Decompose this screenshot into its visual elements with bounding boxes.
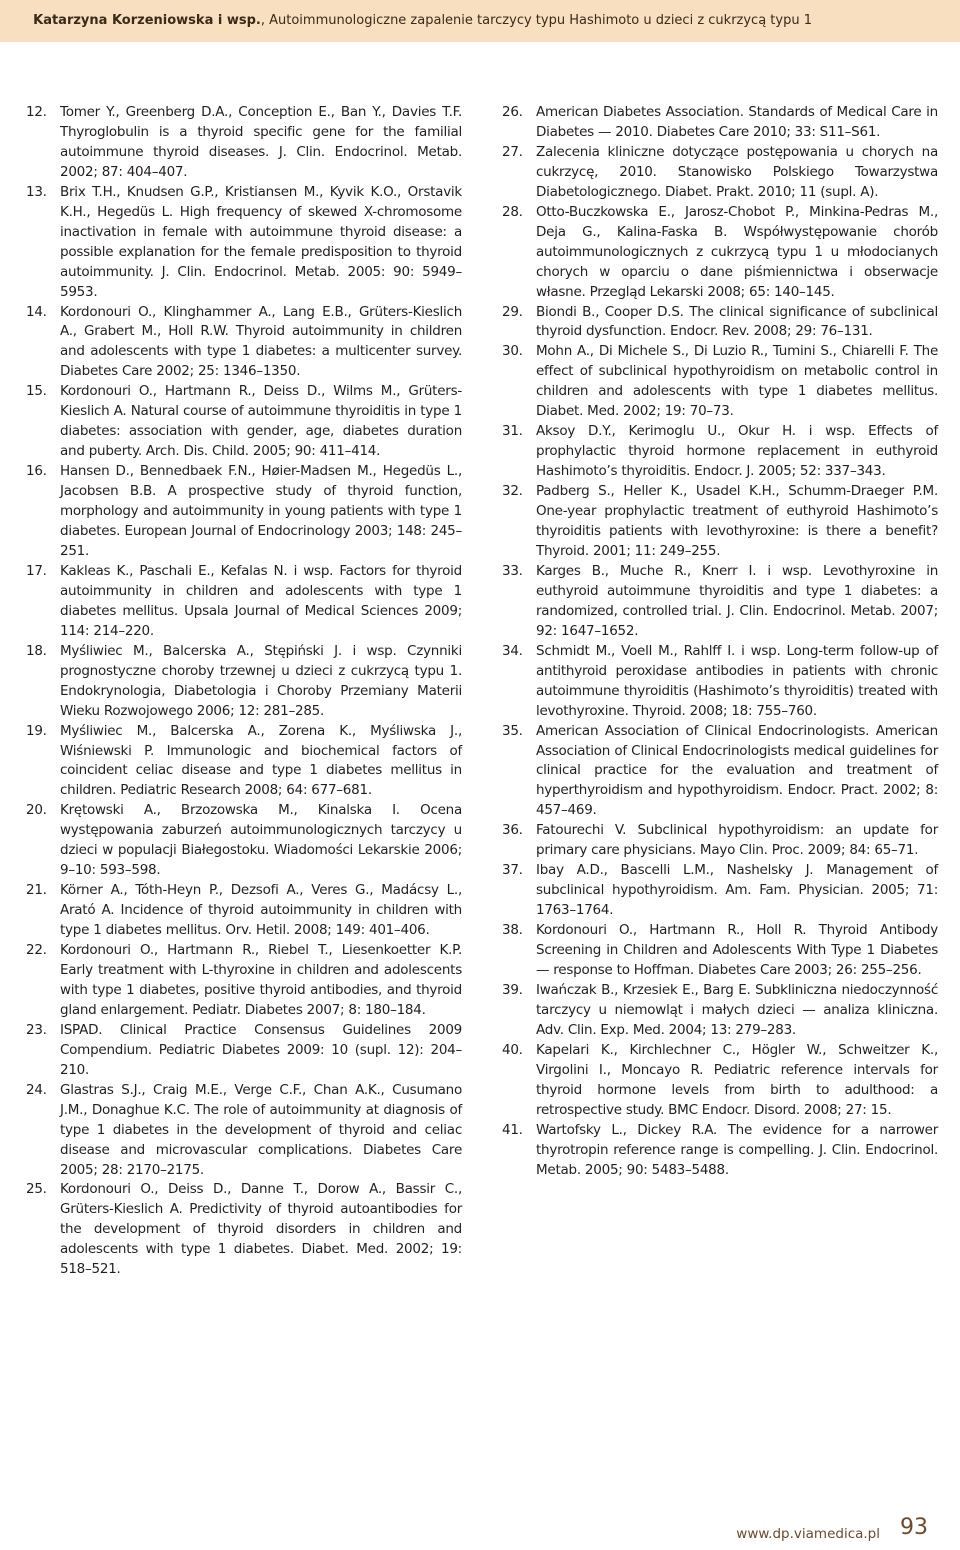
reference-item [26, 382, 462, 462]
reference-text: Brix T.H., Knudsen G.P., Kristiansen M., Kyvik K.O., Orstavik K.H., Hegedüs L. High frequency of skewed X-chromosome inactivation in female with autoimmune thyroid disease: a possible explanation for the female predisposition to thyroid autoimmunity. J. Clin. Endocrinol. Metab. 2005: 90: 5949–5953. [60, 183, 462, 300]
reference-text: Kapelari K., Kirchlechner C., Högler W., Schweitzer K., Virgolini I., Moncayo R. Pediatric reference intervals for thyroid hormone levels from birth to adulthood: a retrospective study. BMC Endocr. Disord. 2008; 27: 15. [536, 1041, 938, 1118]
reference-text: Otto-Buczkowska E., Jarosz-Chobot P., Minkina-Pedras M., Deja G., Kalina-Faska B. Współwystępowanie chorób autoimmunologicznych z cukrzycą typu 1 u młodocianych chorych w oparciu o dane piśmiennictwa i obserwacje własne. Przegląd Lekarski 2008; 65: 140–145. [536, 203, 938, 300]
reference-item [502, 1121, 938, 1181]
reference-text: Mohn A., Di Michele S., Di Luzio R., Tumini S., Chiarelli F. The effect of subclinical hypothyroidism on metabolic control in children and adolescents with type 1 diabetes mellitus. Diabet. Med. 2002; 19: 70–73. [536, 343, 938, 420]
reference-text: Iwańczak B., Krzesiek E., Barg E. Subkliniczna niedoczynność tarczycy u niemowląt i małych dzieci — analiza kliniczna. Adv. Clin. Exp. Med. 2004; 13: 279–283. [536, 981, 938, 1038]
reference-item [502, 981, 938, 1041]
reference-number: 27. [502, 143, 523, 160]
reference-text: Aksoy D.Y., Kerimoglu U., Okur H. i wsp. Effects of prophylactic thyroid hormone replacement in euthyroid Hashimoto’s thyroiditis. Endocr. J. 2005; 52: 337–343. [536, 423, 938, 480]
reference-text: American Diabetes Association. Standards of Medical Care in Diabetes — 2010. Diabetes Care 2010; 33: S11–S61. [536, 104, 938, 140]
reference-item [26, 941, 462, 1021]
reference-number: 29. [502, 303, 523, 320]
reference-item [502, 203, 938, 303]
footer-url: www.dp.viamedica.pl [736, 1526, 880, 1542]
reference-number: 31. [502, 423, 523, 440]
reference-item [502, 562, 938, 642]
reference-number: 40. [502, 1041, 523, 1058]
running-header-authors: Katarzyna Korzeniowska i wsp. [33, 13, 261, 28]
reference-text: American Association of Clinical Endocrinologists. American Association of Clinical Endocrinologists medical guidelines for clinical practice for the evaluation and treatment of hyperthyroidism and hypothyroidism. Endocr. Pract. 2002; 8: 457–469. [536, 722, 938, 819]
reference-number: 15. [26, 383, 47, 400]
reference-text: Körner A., Tóth-Heyn P., Dezsofi A., Veres G., Madácsy L., Arató A. Incidence of thyroid autoimmunity in children with type 1 diabetes mellitus. Orv. Hetil. 2008; 149: 401–406. [60, 882, 462, 939]
reference-item [502, 861, 938, 921]
reference-number: 28. [502, 203, 523, 220]
reference-item [26, 642, 462, 722]
reference-number: 24. [26, 1081, 47, 1098]
reference-number: 41. [502, 1121, 523, 1138]
reference-text: Padberg S., Heller K., Usadel K.H., Schumm-Draeger P.M. One-year prophylactic treatment of euthyroid Hashimoto’s thyroiditis patients with levothyroxine: is there a benefit? Thyroid. 2001; 11: 249–255. [536, 483, 938, 559]
reference-item [502, 342, 938, 422]
reference-item [26, 103, 462, 183]
reference-item [502, 103, 938, 143]
reference-text: Zalecenia kliniczne dotyczące postępowania u chorych na cukrzycę, 2010. Stanowisko Polskiego Towarzystwa Diabetologicznego. Diabet. Prakt. 2010; 11 (supl. A). [536, 143, 938, 200]
reference-number: 16. [26, 463, 47, 480]
reference-text: Wartofsky L., Dickey R.A. The evidence for a narrower thyrotropin reference range is compelling. J. Clin. Endocrinol. Metab. 2005; 90: 5483–5488. [536, 1121, 938, 1178]
reference-item [502, 722, 938, 822]
reference-item [502, 821, 938, 861]
reference-number: 19. [26, 722, 47, 739]
references-right-column [502, 103, 938, 1180]
reference-item [26, 183, 462, 303]
reference-text: Kakleas K., Paschali E., Kefalas N. i wsp. Factors for thyroid autoimmunity in children and adolescents with type 1 diabetes mellitus. Upsala Journal of Medical Sciences 2009; 114: 214–220. [60, 562, 462, 639]
running-header-title: , Autoimmunologiczne zapalenie tarczycy typu Hashimoto u dzieci z cukrzycą typu 1 [260, 13, 812, 28]
reference-number: 30. [502, 343, 523, 360]
reference-number: 14. [26, 303, 47, 320]
reference-item [26, 1180, 462, 1280]
reference-text: Kordonouri O., Klinghammer A., Lang E.B., Grüters-Kieslich A., Grabert M., Holl R.W. Thyroid autoimmunity in children and adolescents with type 1 diabetes: a multicenter survey. Diabetes Care 2002; 25: 1346–1350. [60, 303, 462, 380]
reference-item [26, 303, 462, 383]
reference-number: 17. [26, 562, 47, 579]
reference-item [502, 482, 938, 562]
reference-number: 21. [26, 882, 47, 899]
reference-text: Glastras S.J., Craig M.E., Verge C.F., Chan A.K., Cusumano J.M., Donaghue K.C. The role of autoimmunity at diagnosis of type 1 diabetes in the development of thyroid and celiac disease and microvascular complications. Diabetes Care 2005; 28: 2170–2175. [60, 1081, 462, 1178]
reference-item [502, 303, 938, 343]
reference-item [26, 562, 462, 642]
reference-text: Kordonouri O., Hartmann R., Riebel T., Liesenkoetter K.P. Early treatment with L-thyroxine in children and adolescents with type 1 diabetes, positive thyroid antibodies, and thyroid gland enlargement. Pediatr. Diabetes 2007; 8: 180–184. [60, 942, 462, 1018]
reference-number: 25. [26, 1181, 47, 1198]
reference-text: Kordonouri O., Hartmann R., Deiss D., Wilms M., Grüters-Kieslich A. Natural course of autoimmune thyroiditis in type 1 diabetes: association with gender, age, diabetes duration and puberty. Arch. Dis. Child. 2005; 90: 411–414. [60, 383, 462, 460]
reference-item [26, 722, 462, 802]
reference-text: Karges B., Muche R., Knerr I. i wsp. Levothyroxine in euthyroid autoimmune thyroiditis and type 1 diabetes: a randomized, controlled trial. J. Clin. Endocrinol. Metab. 2007; 92: 1647–1652. [536, 562, 938, 639]
reference-item [26, 801, 462, 881]
reference-item [26, 462, 462, 562]
reference-number: 23. [26, 1021, 47, 1038]
reference-text: ISPAD. Clinical Practice Consensus Guidelines 2009 Compendium. Pediatric Diabetes 2009: 10 (supl. 12): 204–210. [60, 1021, 462, 1078]
reference-item [26, 881, 462, 941]
reference-text: Tomer Y., Greenberg D.A., Conception E., Ban Y., Davies T.F. Thyroglobulin is a thyroid specific gene for the familial autoimmune thyroid diseases. J. Clin. Endocrinol. Metab. 2002; 87: 404–407. [60, 104, 462, 180]
page-number: 93 [900, 1515, 928, 1540]
reference-text: Biondi B., Cooper D.S. The clinical significance of subclinical thyroid dysfunction. Endocr. Rev. 2008; 29: 76–131. [536, 303, 938, 340]
reference-text: Schmidt M., Voell M., Rahlff I. i wsp. Long-term follow-up of antithyroid peroxidase antibodies in patients with chronic autoimmune thyroiditis (Hashimoto’s thyroiditis) treated with levothyroxine. Thyroid. 2008; 18: 755–760. [536, 642, 938, 719]
reference-item [502, 642, 938, 722]
reference-number: 13. [26, 183, 47, 200]
reference-item [26, 1021, 462, 1081]
reference-text: Kordonouri O., Hartmann R., Holl R. Thyroid Antibody Screening in Children and Adolescents With Type 1 Diabetes — response to Hoffman. Diabetes Care 2003; 26: 255–256. [536, 922, 938, 978]
reference-number: 12. [26, 104, 47, 120]
reference-item [502, 143, 938, 203]
reference-number: 38. [502, 922, 523, 939]
references-left-column [26, 103, 462, 1280]
reference-item [502, 921, 938, 981]
reference-text: Hansen D., Bennedbaek F.N., Høier-Madsen M., Hegedüs L., Jacobsen B.B. A prospective study of thyroid function, morphology and autoimmunity in young patients with type 1 diabetes. European Journal of Endocrinology 2003; 148: 245–251. [60, 463, 462, 559]
reference-number: 35. [502, 722, 523, 739]
reference-number: 20. [26, 802, 47, 819]
reference-item [502, 422, 938, 482]
reference-text: Kordonouri O., Deiss D., Danne T., Dorow A., Bassir C., Grüters-Kieslich A. Predictivity of thyroid autoantibodies for the development of thyroid disorders in children and adolescents with type 1 diabetes. Diabet. Med. 2002; 19: 518–521. [60, 1181, 462, 1278]
reference-number: 33. [502, 562, 523, 579]
reference-text: Myśliwiec M., Balcerska A., Stępiński J. i wsp. Czynniki prognostyczne choroby trzewnej u dzieci z cukrzycą typu 1. Endokrynologia, Diabetologia i Choroby Przemiany Materii Wieku Rozwojowego 2006; 12: 281–285. [60, 642, 462, 719]
reference-text: Fatourechi V. Subclinical hypothyroidism: an update for primary care physicians. Mayo Clin. Proc. 2009; 84: 65–71. [536, 822, 938, 859]
reference-text: Ibay A.D., Bascelli L.M., Nashelsky J. Management of subclinical hypothyroidism. Am. Fam. Physician. 2005; 71: 1763–1764. [536, 862, 938, 919]
reference-number: 34. [502, 642, 523, 659]
reference-text: Myśliwiec M., Balcerska A., Zorena K., Myśliwska J., Wiśniewski P. Immunologic and biochemical factors of coincident celiac disease and type 1 diabetes mellitus in children. Pediatric Research 2008; 64: 677–681. [60, 722, 462, 799]
reference-number: 26. [502, 104, 523, 120]
reference-number: 18. [26, 642, 47, 659]
reference-number: 37. [502, 862, 523, 879]
reference-item [502, 1041, 938, 1121]
reference-number: 36. [502, 822, 523, 839]
running-header [0, 0, 960, 42]
reference-number: 32. [502, 483, 523, 500]
reference-item [26, 1081, 462, 1181]
reference-number: 39. [502, 981, 523, 998]
reference-number: 22. [26, 942, 47, 959]
reference-text: Krętowski A., Brzozowska M., Kinalska I. Ocena występowania zaburzeń autoimmunologicznych tarczycy u dzieci w populacji Białegostoku. Wiadomości Lekarskie 2006; 9–10: 593–598. [60, 802, 462, 879]
